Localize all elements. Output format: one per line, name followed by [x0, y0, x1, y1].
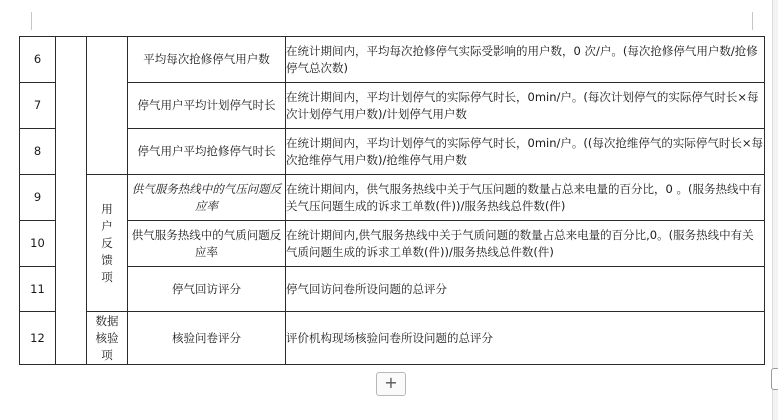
table-row [20, 37, 765, 83]
page-margin-mark-left [31, 12, 32, 30]
row-number: 8 [20, 129, 56, 175]
indicator-description[interactable]: 在统计期间内，平均每次抢修停气实际受影响的用户数，0 次/户。(每次抢修停气用户数/抢修停气总次数) [286, 37, 765, 83]
category-label: 数据核验项 [95, 313, 119, 362]
row-number: 9 [20, 175, 56, 221]
indicator-name[interactable]: 供气服务热线中的气压问题反应率 [128, 175, 286, 221]
indicator-name[interactable]: 平均每次抢修停气用户数 [128, 37, 286, 83]
merged-blank-column [56, 37, 87, 365]
row-number: 7 [20, 83, 56, 129]
add-row-button[interactable] [376, 372, 406, 396]
indicator-name[interactable]: 供气服务热线中的气质问题反应率 [128, 221, 286, 267]
indicator-description[interactable]: 在统计期间内，供气服务热线中关于气压问题的数量占总来电量的百分比，0 。(服务热线中有关气压问题生成的诉求工单数(件))/服务热线总件数(件) [286, 175, 765, 221]
indicator-name[interactable]: 停气用户平均计划停气时长 [128, 83, 286, 129]
category-user-feedback[interactable] [87, 175, 128, 312]
table-row [20, 83, 765, 129]
plus-icon: + [384, 373, 398, 392]
category-data-check[interactable] [87, 312, 128, 365]
table-row [20, 312, 765, 365]
indicator-description[interactable]: 停气回访问卷所设问题的总评分 [286, 267, 765, 312]
document-table [19, 36, 765, 365]
table-row [20, 221, 765, 267]
indicator-description[interactable]: 在统计期间内，平均计划停气的实际停气时长，0min/户。(每次计划停气的实际停气时长×每次计划停气用户数)/计划停气用户数 [286, 83, 765, 129]
indicator-name[interactable]: 停气用户平均抢修停气时长 [128, 129, 286, 175]
row-number: 11 [20, 267, 56, 312]
indicator-name[interactable]: 停气回访评分 [128, 267, 286, 312]
row-number: 6 [20, 37, 56, 83]
indicator-description[interactable]: 评价机构现场核验问卷所设问题的总评分 [286, 312, 765, 365]
category-blank-cell [87, 37, 128, 175]
indicator-description[interactable]: 在统计期间内，平均计划停气的实际停气时长，0min/户。((每次抢维停气的实际停气时长×每次抢维停气用户数)/抢维停气用户数 [286, 129, 765, 175]
indicator-description[interactable]: 在统计期间内,供气服务热线中关于气质问题的数量占总来电量的百分比,0。(服务热线中有关气质问题生成的诉求工单数(件))/服务热线总件数(件) [286, 221, 765, 267]
indicator-name[interactable]: 核验问卷评分 [128, 312, 286, 365]
row-number: 10 [20, 221, 56, 267]
page-margin-mark-right [752, 12, 753, 30]
row-number: 12 [20, 312, 56, 365]
table-row [20, 175, 765, 221]
scroll-edge[interactable] [772, 0, 778, 420]
scrollbar-handle[interactable] [771, 368, 778, 390]
table-row [20, 267, 765, 312]
table-row [20, 129, 765, 175]
category-label: 用户反馈项 [101, 201, 113, 284]
